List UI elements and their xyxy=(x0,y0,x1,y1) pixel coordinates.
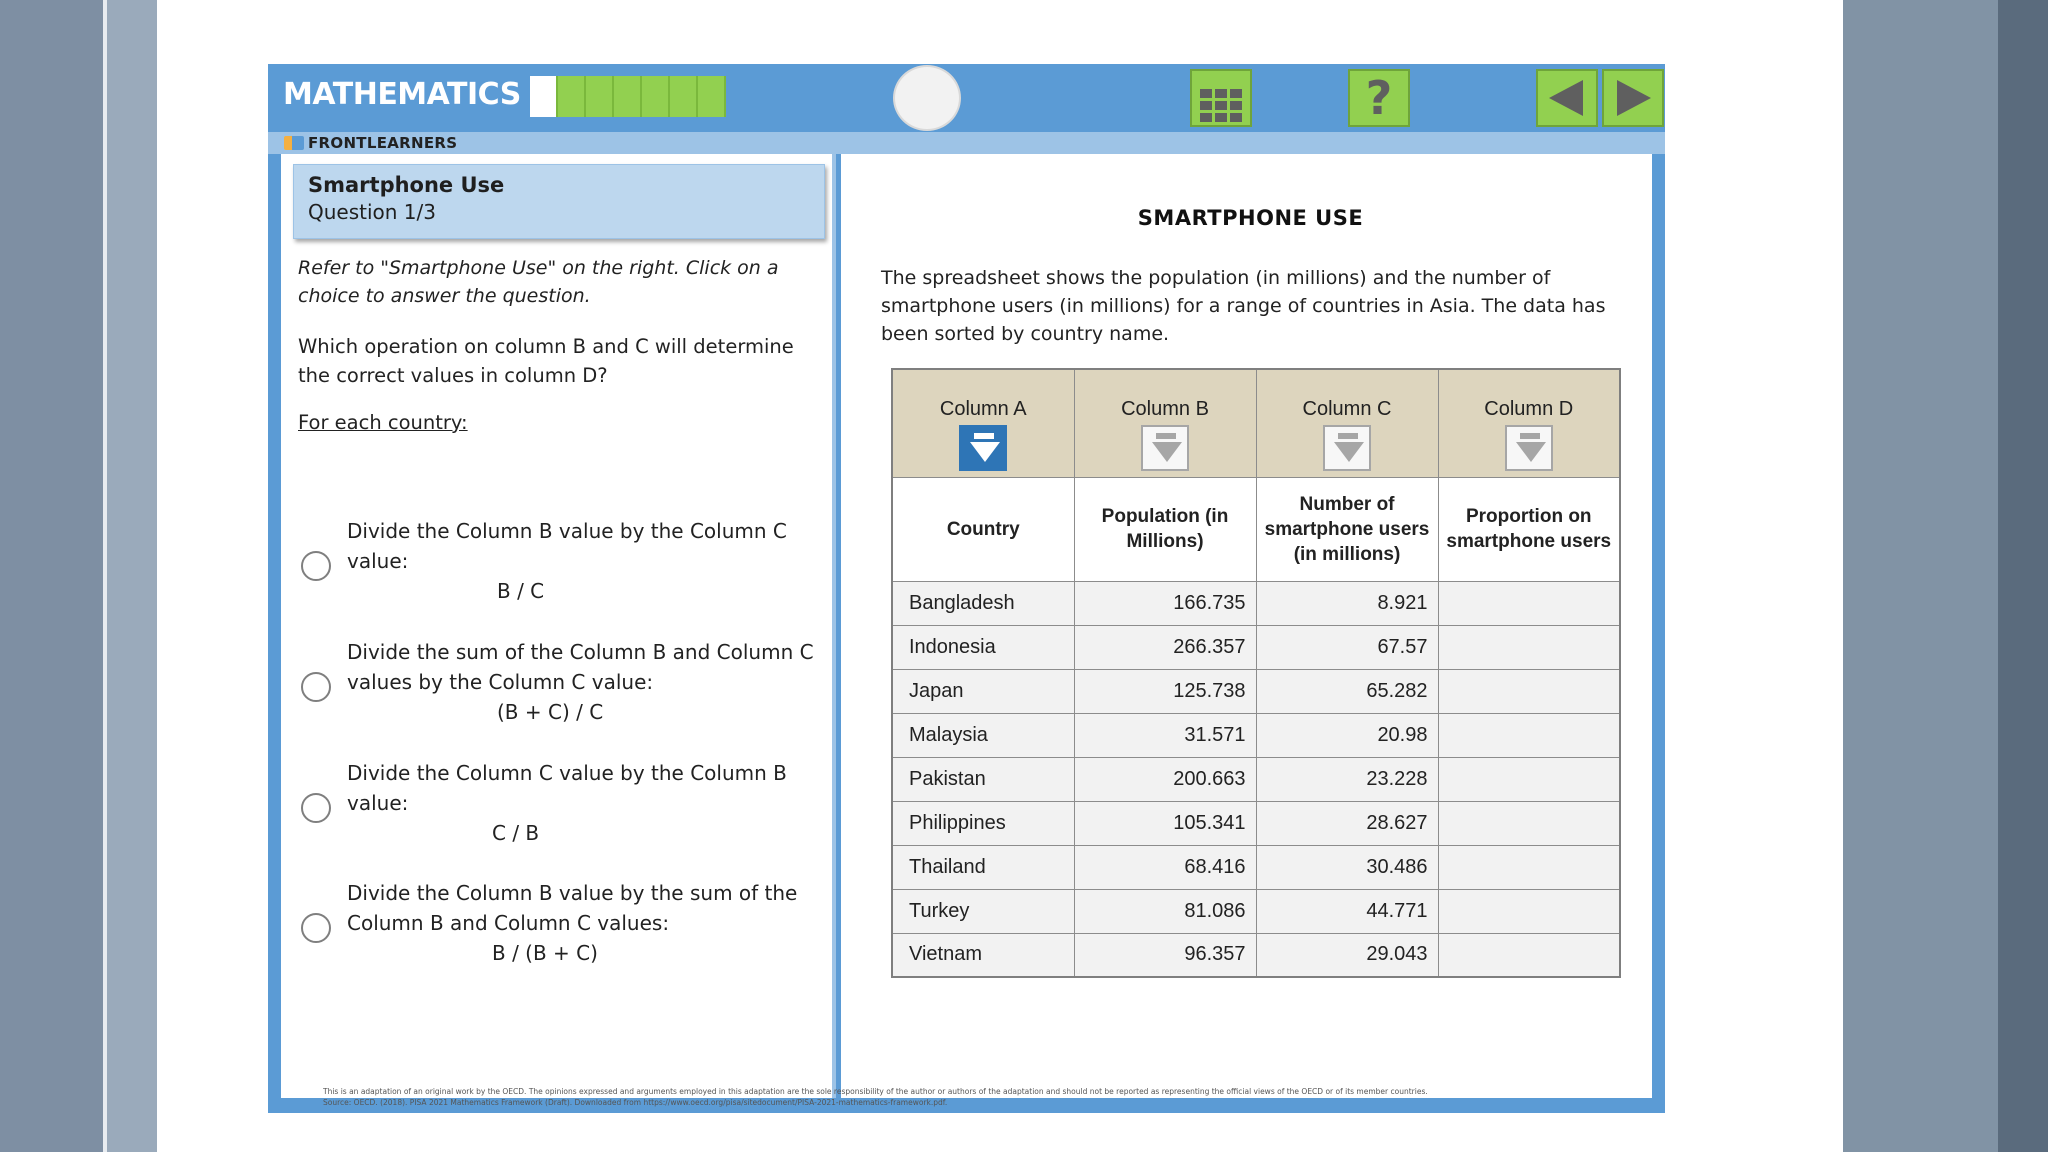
column-label: Column D xyxy=(1484,398,1574,420)
progress-segment xyxy=(614,76,642,117)
cell-population: 266.357 xyxy=(1074,625,1256,669)
answer-choice-4[interactable] xyxy=(301,878,821,970)
cell-users: 20.98 xyxy=(1256,713,1438,757)
cell-proportion[interactable] xyxy=(1438,845,1620,889)
column-letter-row xyxy=(892,369,1620,477)
progress-segment-complete xyxy=(530,76,558,117)
brand-logo xyxy=(284,133,457,153)
calculator-icon xyxy=(1196,73,1246,123)
progress-segment xyxy=(670,76,698,117)
top-toolbar xyxy=(268,64,1665,132)
table-row xyxy=(892,757,1620,801)
question-mark-icon: ? xyxy=(1365,71,1393,125)
progress-segment xyxy=(558,76,586,117)
radio-button[interactable] xyxy=(301,672,331,702)
question-number: Question 1/3 xyxy=(308,200,436,224)
choice-formula: C / B xyxy=(492,821,540,845)
question-prompt: Which operation on column B and C will determine the correct values in column D? xyxy=(298,335,794,387)
column-d-header xyxy=(1438,369,1620,477)
answer-choice-3[interactable] xyxy=(301,758,821,850)
filter-dropdown-icon[interactable] xyxy=(1141,425,1189,471)
choice-text: Divide the Column B value by the Column C value: xyxy=(347,519,787,573)
cell-population: 81.086 xyxy=(1074,889,1256,933)
cell-population: 31.571 xyxy=(1074,713,1256,757)
cell-population: 200.663 xyxy=(1074,757,1256,801)
cell-proportion[interactable] xyxy=(1438,625,1620,669)
column-b-header xyxy=(1074,369,1256,477)
resource-title: SMARTPHONE USE xyxy=(1137,206,1364,230)
progress-segment xyxy=(698,76,726,117)
table-row xyxy=(892,801,1620,845)
cell-country: Japan xyxy=(892,669,1074,713)
choice-formula: (B + C) / C xyxy=(497,700,604,724)
table-row xyxy=(892,581,1620,625)
column-label: Column C xyxy=(1302,398,1392,420)
cell-users: 23.228 xyxy=(1256,757,1438,801)
cell-users: 8.921 xyxy=(1256,581,1438,625)
cell-users: 28.627 xyxy=(1256,801,1438,845)
cell-country: Malaysia xyxy=(892,713,1074,757)
cell-users: 44.771 xyxy=(1256,889,1438,933)
header-proportion: Proportion on smartphone users xyxy=(1438,477,1620,581)
frontlearners-logo-icon xyxy=(284,136,304,150)
choice-formula: B / C xyxy=(497,579,545,603)
help-button[interactable] xyxy=(1348,69,1410,127)
previous-button[interactable] xyxy=(1536,69,1598,127)
cell-country: Turkey xyxy=(892,889,1074,933)
choice-formula: B / (B + C) xyxy=(492,941,598,965)
answer-choice-1[interactable] xyxy=(301,516,821,608)
brand-bar xyxy=(268,132,1665,154)
choice-text: Divide the Column B value by the sum of the Column B and Column C values: xyxy=(347,881,798,935)
spreadsheet-body xyxy=(892,581,1620,977)
cell-users: 67.57 xyxy=(1256,625,1438,669)
cell-users: 65.282 xyxy=(1256,669,1438,713)
cell-proportion[interactable] xyxy=(1438,669,1620,713)
filter-dropdown-icon[interactable] xyxy=(1323,425,1371,471)
cell-population: 105.341 xyxy=(1074,801,1256,845)
background-band-left-inner xyxy=(103,0,157,1152)
cell-country: Thailand xyxy=(892,845,1074,889)
table-row xyxy=(892,889,1620,933)
question-header xyxy=(293,164,825,239)
filter-dropdown-icon[interactable] xyxy=(1505,425,1553,471)
arrow-right-icon xyxy=(1611,76,1655,120)
cell-proportion[interactable] xyxy=(1438,801,1620,845)
cell-country: Pakistan xyxy=(892,757,1074,801)
resource-panel xyxy=(841,154,1652,1098)
cell-population: 166.735 xyxy=(1074,581,1256,625)
cell-users: 30.486 xyxy=(1256,845,1438,889)
field-header-row xyxy=(892,477,1620,581)
cell-population: 68.416 xyxy=(1074,845,1256,889)
cell-country: Bangladesh xyxy=(892,581,1074,625)
choice-text: Divide the Column C value by the Column B value: xyxy=(347,761,787,815)
table-row xyxy=(892,845,1620,889)
timer-indicator xyxy=(893,65,961,131)
cell-proportion[interactable] xyxy=(1438,757,1620,801)
cell-proportion[interactable] xyxy=(1438,713,1620,757)
filter-dropdown-icon[interactable] xyxy=(959,425,1007,471)
progress-segment xyxy=(642,76,670,117)
table-row xyxy=(892,713,1620,757)
progress-segment xyxy=(586,76,614,117)
cell-country: Philippines xyxy=(892,801,1074,845)
background-band-left-outer xyxy=(0,0,103,1152)
column-label: Column A xyxy=(939,398,1027,420)
column-c-header xyxy=(1256,369,1438,477)
header-population: Population (in Millions) xyxy=(1074,477,1256,581)
cell-country: Indonesia xyxy=(892,625,1074,669)
cell-proportion[interactable] xyxy=(1438,581,1620,625)
cell-country: Vietnam xyxy=(892,933,1074,977)
cell-population: 125.738 xyxy=(1074,669,1256,713)
arrow-left-icon xyxy=(1545,76,1589,120)
cell-population: 96.357 xyxy=(1074,933,1256,977)
subject-title: MATHEMATICS xyxy=(283,77,521,112)
background-band-right-inner xyxy=(1843,0,1998,1152)
calculator-button[interactable] xyxy=(1190,69,1252,127)
question-title: Smartphone Use xyxy=(308,173,505,197)
cell-proportion[interactable] xyxy=(1438,889,1620,933)
question-instructions: Refer to "Smartphone Use" on the right. Click on a choice to answer the question. xyxy=(298,257,779,307)
footnote-line-1: This is an adaptation of an original work by the OECD. The opinions expressed and arguments employed in this adaptation are the sole responsibility of the author or authors of the adaptation and should not be reported as representing the official views of the OECD or of its member countries. xyxy=(323,1087,1428,1096)
answer-choice-2[interactable] xyxy=(301,637,821,729)
spreadsheet-table xyxy=(891,368,1621,978)
radio-button[interactable] xyxy=(301,793,331,823)
question-panel xyxy=(281,154,836,1098)
brand-name: FRONTLEARNERS xyxy=(308,134,458,152)
radio-button[interactable] xyxy=(301,551,331,581)
column-a-header xyxy=(892,369,1074,477)
header-country: Country xyxy=(892,477,1074,581)
column-label: Column B xyxy=(1121,398,1209,420)
table-row xyxy=(892,933,1620,977)
resource-description: The spreadsheet shows the population (in millions) and the number of smartphone users (in millions) for a range of countries in Asia. The data has been sorted by country name. xyxy=(881,267,1606,345)
footnote-line-2: Source: OECD. (2018). PISA 2021 Mathematics Framework (Draft). Downloaded from https://www.oecd.org/pisa/sitedocument/PISA-2021-mathematics-framework.pdf. xyxy=(323,1098,948,1107)
next-button[interactable] xyxy=(1602,69,1664,127)
test-window xyxy=(268,64,1665,1113)
table-row xyxy=(892,625,1620,669)
choice-text: Divide the sum of the Column B and Column C values by the Column C value: xyxy=(347,640,814,694)
header-smartphone-users: Number of smartphone users (in millions) xyxy=(1256,477,1438,581)
cell-users: 29.043 xyxy=(1256,933,1438,977)
for-each-label: For each country: xyxy=(298,411,468,434)
radio-button[interactable] xyxy=(301,913,331,943)
background-band-right-outer xyxy=(1998,0,2048,1152)
progress-bar xyxy=(530,76,726,117)
copyright-footnote xyxy=(323,1086,1623,1108)
table-row xyxy=(892,669,1620,713)
cell-proportion[interactable] xyxy=(1438,933,1620,977)
